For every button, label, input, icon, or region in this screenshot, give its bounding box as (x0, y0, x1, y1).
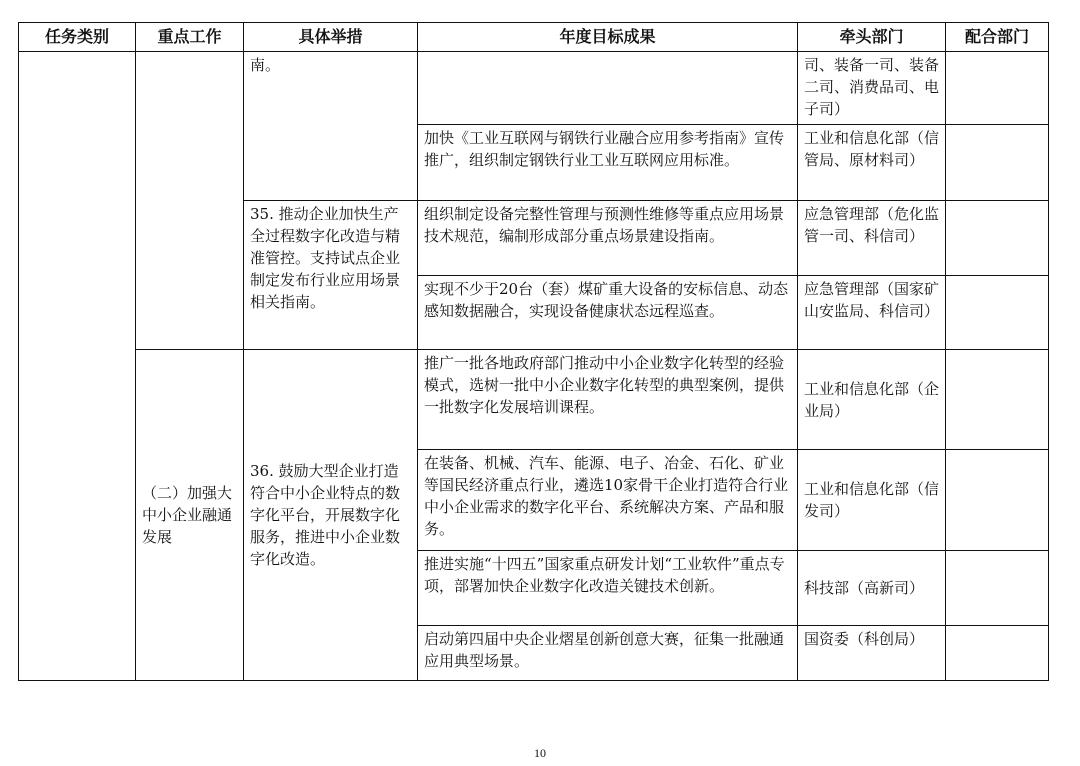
lead-dept-cell: 工业和信息化部（企业局） (798, 350, 946, 450)
page-number: 10 (534, 746, 546, 760)
coop-dept-cell (946, 350, 1049, 450)
table-header-row (19, 23, 1049, 52)
goal-cell: 加快《工业互联网与钢铁行业融合应用参考指南》宣传推广，组织制定钢铁行业工业互联网应用标准。 (418, 125, 798, 201)
coop-dept-cell (946, 125, 1049, 201)
lead-dept-cell: 国资委（科创局） (798, 626, 946, 681)
lead-dept-cell: 工业和信息化部（信管局、原材料司） (798, 125, 946, 201)
goal-cell: 推进实施“十四五”国家重点研发计划“工业软件”重点专项，部署加快企业数字化改造关键技术创新。 (418, 551, 798, 626)
coop-dept-cell (946, 450, 1049, 551)
lead-dept-cell: 科技部（高新司） (798, 551, 946, 626)
lead-dept-cell: 工业和信息化部（信发司） (798, 450, 946, 551)
coop-dept-cell (946, 201, 1049, 276)
lead-dept-cell: 应急管理部（国家矿山安监局、科信司） (798, 276, 946, 350)
table-row (19, 350, 1049, 450)
header-lead-department: 牵头部门 (798, 23, 946, 52)
header-annual-goals: 年度目标成果 (418, 23, 798, 52)
table-row (19, 52, 1049, 125)
lead-dept-cell: 应急管理部（危化监管一司、科信司） (798, 201, 946, 276)
goal-cell: 推广一批各地政府部门推动中小企业数字化转型的经验模式，选树一批中小企业数字化转型的典型案例，提供一批数字化发展培训课程。 (418, 350, 798, 450)
header-specific-measures: 具体举措 (244, 23, 418, 52)
lead-dept-cell: 司、装备一司、装备二司、消费品司、电子司） (798, 52, 946, 125)
key-work-cell-2: （二）加强大中小企业融通发展 (136, 350, 244, 681)
coop-dept-cell (946, 52, 1049, 125)
goal-cell: 启动第四届中央企业熠星创新创意大赛，征集一批融通应用典型场景。 (418, 626, 798, 681)
measure-cell-35: 35. 推动企业加快生产全过程数字化改造与精准管控。支持试点企业制定发布行业应用场景相关指南。 (244, 201, 418, 350)
coop-dept-cell (946, 276, 1049, 350)
goal-cell: 在装备、机械、汽车、能源、电子、冶金、石化、矿业等国民经济重点行业，遴选10家骨干企业打造符合行业中小企业需求的数字化平台、系统解决方案、产品和服务。 (418, 450, 798, 551)
header-key-work: 重点工作 (136, 23, 244, 52)
goal-cell: 实现不少于20台（套）煤矿重大设备的安标信息、动态感知数据融合，实现设备健康状态远程巡查。 (418, 276, 798, 350)
header-cooperating-department: 配合部门 (946, 23, 1049, 52)
coop-dept-cell (946, 626, 1049, 681)
measure-cell-36: 36. 鼓励大型企业打造符合中小企业特点的数字化平台，开展数字化服务，推进中小企业数字化改造。 (244, 350, 418, 681)
coop-dept-cell (946, 551, 1049, 626)
goal-cell (418, 52, 798, 125)
task-category-cell (19, 52, 136, 681)
goal-cell: 组织制定设备完整性管理与预测性维修等重点应用场景技术规范，编制形成部分重点场景建设指南。 (418, 201, 798, 276)
header-task-category: 任务类别 (19, 23, 136, 52)
key-work-cell-1 (136, 52, 244, 350)
task-table (18, 22, 1049, 681)
measure-cell-continued: 南。 (244, 52, 418, 201)
